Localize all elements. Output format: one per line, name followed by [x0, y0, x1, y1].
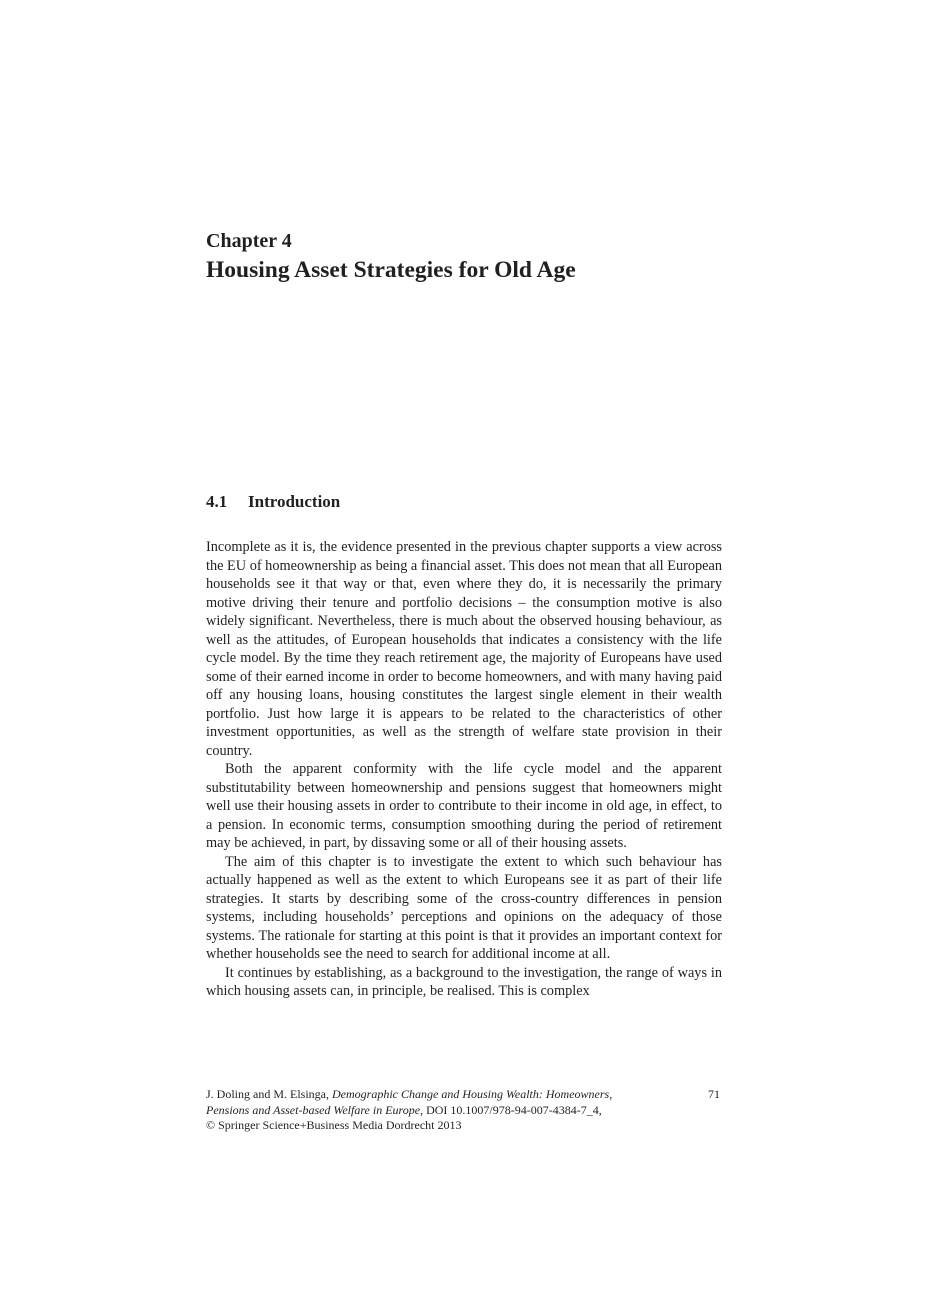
citation-book-title: Demographic Change and Housing Wealth: Homeowners, Pensions and Asset-based Welfare in Europe — [206, 1087, 613, 1117]
section-number: 4.1 — [206, 492, 228, 511]
chapter-title: Housing Asset Strategies for Old Age — [206, 257, 576, 283]
citation-doi: , DOI 10.1007/978-94-007-4384-7_4, — [420, 1102, 602, 1117]
paragraph-3: The aim of this chapter is to investigate the extent to which such behaviour has actually happened as well as the extent to which Europeans see it as part of their life strategies. It starts by describing some of the cross-country differences in pension systems, including households’ perceptions and opinions on the adequacy of those systems. The rationale for starting at this point is that it provides an important context for whether households see the need to search for additional income at all. — [206, 853, 722, 962]
section-heading — [206, 492, 340, 512]
section-title: Introduction — [248, 492, 341, 511]
citation-authors: J. Doling and M. Elsinga, — [206, 1087, 332, 1101]
page-number: 71 — [708, 1087, 720, 1101]
body-text — [206, 538, 722, 1001]
paragraph-4: It continues by establishing, as a background to the investigation, the range of ways in which housing assets can, in principle, be realised. This is complex — [206, 964, 722, 999]
paragraph-1: Incomplete as it is, the evidence presented in the previous chapter supports a view across the EU of homeownership as being a financial asset. This does not mean that all European households see it that way or that, even where they do, it is necessarily the primary motive driving their tenure and portfolio decisions – the consumption motive is also widely significant. Nevertheless, there is much about the observed housing behaviour, as well as the attitudes, of European households that indicates a consistency with the life cycle model. By the time they reach retirement age, the majority of Europeans have used some of their earned income in order to become homeowners, and with many having paid off any housing loans, housing constitutes the largest single element in their wealth portfolio. Just how large it is appears to be related to the characteristics of other investment opportunities, as well as the strength of welfare state provision in their country. — [206, 539, 722, 759]
paragraph-2: Both the apparent conformity with the life cycle model and the apparent substitutability between homeownership and pensions suggest that homeowners might well use their housing assets in order to contribute to their income in old age, in effect, to a pension. In economic terms, consumption smoothing during the period of retirement may be achieved, in part, by dissaving some or all of their housing assets. — [206, 761, 722, 851]
citation-text — [206, 1087, 656, 1118]
chapter-label: Chapter 4 — [206, 230, 292, 252]
copyright-line: © Springer Science+Business Media Dordrecht 2013 — [206, 1118, 462, 1132]
footer-citation — [206, 1087, 722, 1134]
